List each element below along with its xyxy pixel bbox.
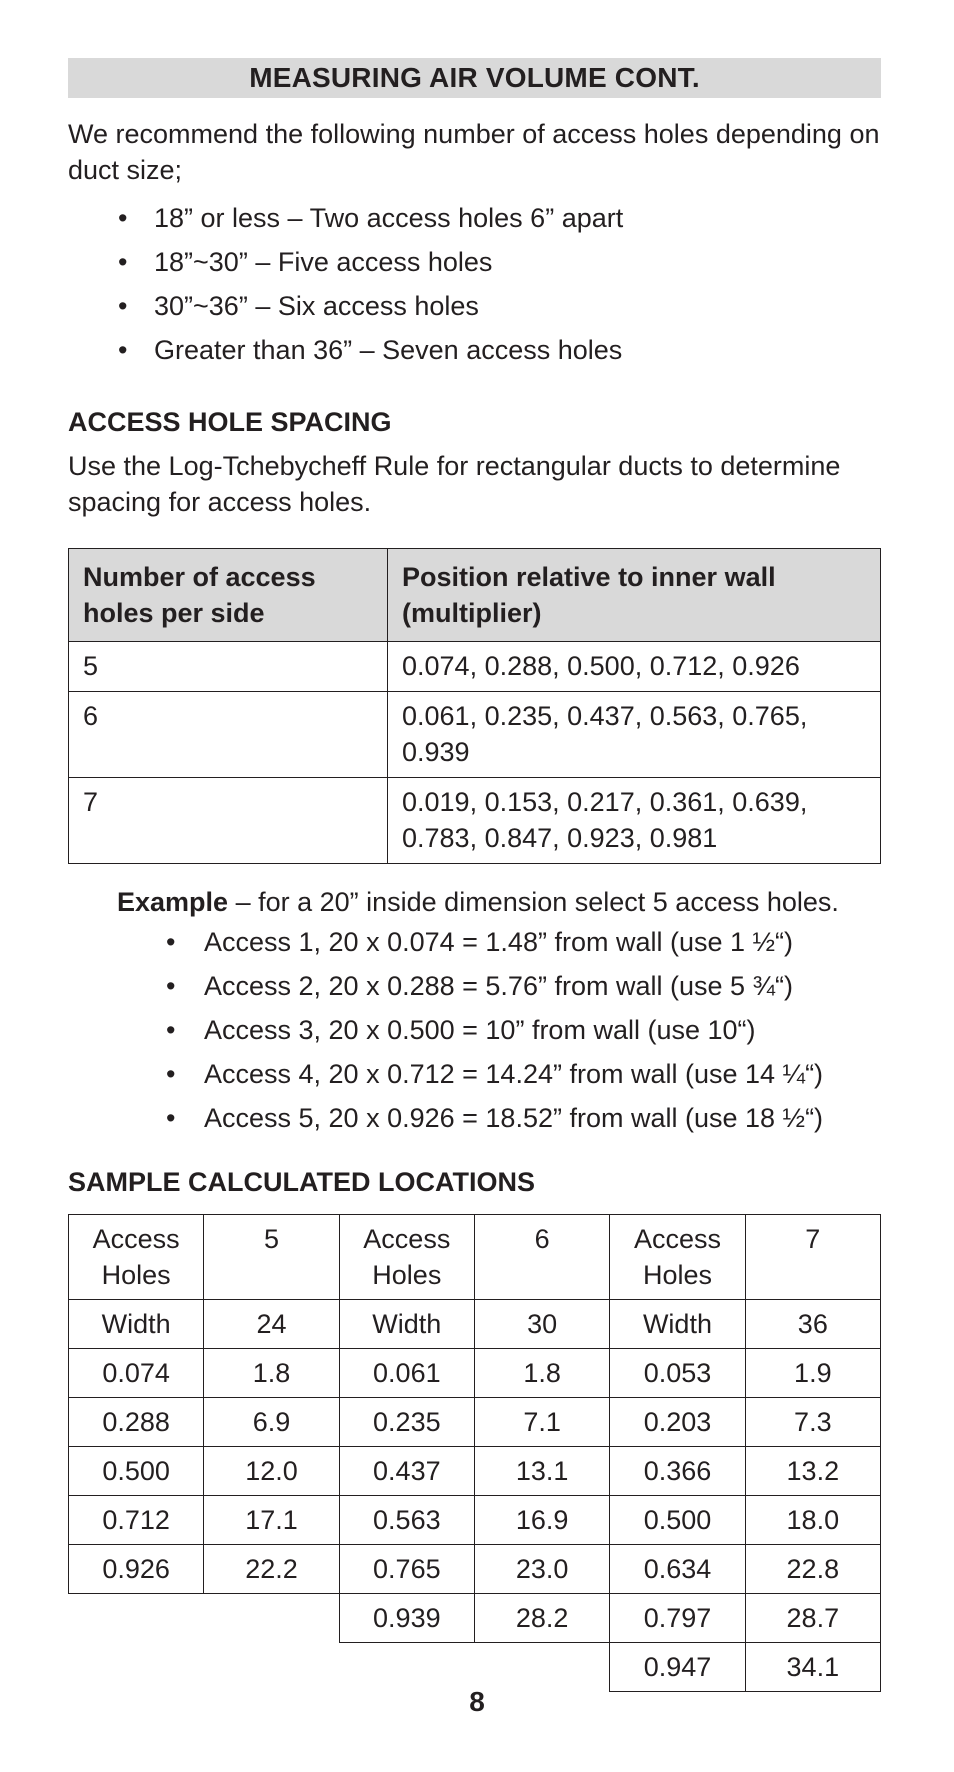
page-title: MEASURING AIR VOLUME CONT. bbox=[68, 58, 881, 98]
example-list bbox=[68, 920, 881, 1140]
bullet-icon: • bbox=[166, 927, 176, 957]
sample-table bbox=[68, 1214, 881, 1692]
table-cell: 0.634 bbox=[610, 1545, 745, 1594]
table-cell: 0.563 bbox=[339, 1496, 474, 1545]
table-cell: 17.1 bbox=[204, 1496, 339, 1545]
table-cell: 0.019, 0.153, 0.217, 0.361, 0.639, 0.783, 0.847, 0.923, 0.981 bbox=[388, 778, 881, 864]
table-cell: Width bbox=[69, 1300, 204, 1349]
document-page bbox=[68, 58, 881, 1692]
list-item: • Access 4, 20 x 0.712 = 14.24” from wall (use 14 ¼“) bbox=[166, 1052, 881, 1096]
table-cell: 23.0 bbox=[474, 1545, 609, 1594]
table-cell: 0.437 bbox=[339, 1447, 474, 1496]
table-cell: Access Holes bbox=[610, 1215, 745, 1300]
table-cell: 7.1 bbox=[474, 1398, 609, 1447]
example-label: Example bbox=[117, 887, 229, 917]
table-cell bbox=[69, 1594, 204, 1643]
table-cell: 0.797 bbox=[610, 1594, 745, 1643]
list-item: • 18”~30” – Five access holes bbox=[118, 240, 881, 284]
table-cell: 0.203 bbox=[610, 1398, 745, 1447]
table-cell: 0.074, 0.288, 0.500, 0.712, 0.926 bbox=[388, 642, 881, 692]
table-cell: 0.939 bbox=[339, 1594, 474, 1643]
sample-heading: SAMPLE CALCULATED LOCATIONS bbox=[68, 1167, 535, 1197]
table-row bbox=[69, 1215, 881, 1300]
table-cell: Access Holes bbox=[69, 1215, 204, 1300]
list-item: • Access 5, 20 x 0.926 = 18.52” from wall (use 18 ½“) bbox=[166, 1096, 881, 1140]
table-cell bbox=[204, 1643, 339, 1692]
table-cell bbox=[339, 1643, 474, 1692]
table-cell: 28.2 bbox=[474, 1594, 609, 1643]
table-row bbox=[69, 778, 881, 864]
table-cell: 1.8 bbox=[474, 1349, 609, 1398]
column-header: Position relative to inner wall (multiplier) bbox=[388, 549, 881, 642]
list-item: • Access 2, 20 x 0.288 = 5.76” from wall (use 5 ¾“) bbox=[166, 964, 881, 1008]
intro-text: We recommend the following number of access holes depending on duct size; bbox=[68, 119, 880, 185]
table-cell: 24 bbox=[204, 1300, 339, 1349]
list-item: • 30”~36” – Six access holes bbox=[118, 284, 881, 328]
table-cell: 16.9 bbox=[474, 1496, 609, 1545]
list-item: • 18” or less – Two access holes 6” apart bbox=[118, 196, 881, 240]
table-cell: 0.947 bbox=[610, 1643, 745, 1692]
table-cell: 0.061 bbox=[339, 1349, 474, 1398]
bullet-icon: • bbox=[166, 1015, 176, 1045]
table-row bbox=[69, 1349, 881, 1398]
table-cell: 34.1 bbox=[745, 1643, 880, 1692]
spacing-text: Use the Log-Tchebycheff Rule for rectangular ducts to determine spacing for access holes. bbox=[68, 451, 841, 517]
table-cell: 13.2 bbox=[745, 1447, 880, 1496]
table-cell: 28.7 bbox=[745, 1594, 880, 1643]
table-row bbox=[69, 1643, 881, 1692]
table-cell: 13.1 bbox=[474, 1447, 609, 1496]
table-cell: Width bbox=[339, 1300, 474, 1349]
table-cell bbox=[69, 1643, 204, 1692]
table-cell: 5 bbox=[69, 642, 388, 692]
table-cell: 6 bbox=[474, 1215, 609, 1300]
table-cell: 0.235 bbox=[339, 1398, 474, 1447]
table-cell: 0.765 bbox=[339, 1545, 474, 1594]
list-item: • Access 3, 20 x 0.500 = 10” from wall (use 10“) bbox=[166, 1008, 881, 1052]
table-cell: Access Holes bbox=[339, 1215, 474, 1300]
table-cell: 0.061, 0.235, 0.437, 0.563, 0.765, 0.939 bbox=[388, 692, 881, 778]
table-header-row bbox=[69, 549, 881, 642]
table-cell: Width bbox=[610, 1300, 745, 1349]
table-cell: 5 bbox=[204, 1215, 339, 1300]
table-cell: 1.8 bbox=[204, 1349, 339, 1398]
bullet-icon: • bbox=[166, 1059, 176, 1089]
table-cell: 6 bbox=[69, 692, 388, 778]
table-cell: 18.0 bbox=[745, 1496, 880, 1545]
table-cell: 0.926 bbox=[69, 1545, 204, 1594]
table-row bbox=[69, 1594, 881, 1643]
table-cell: 0.500 bbox=[610, 1496, 745, 1545]
table-row bbox=[69, 1447, 881, 1496]
table-cell: 0.366 bbox=[610, 1447, 745, 1496]
bullet-icon: • bbox=[166, 1103, 176, 1133]
table-cell: 12.0 bbox=[204, 1447, 339, 1496]
table-cell: 22.2 bbox=[204, 1545, 339, 1594]
bullet-icon: • bbox=[118, 247, 128, 277]
bullet-icon: • bbox=[118, 203, 128, 233]
bullet-icon: • bbox=[118, 291, 128, 321]
table-cell: 7 bbox=[745, 1215, 880, 1300]
table-row bbox=[69, 1545, 881, 1594]
example-text: Example – for a 20” inside dimension select 5 access holes. bbox=[117, 887, 839, 917]
table-cell bbox=[204, 1594, 339, 1643]
table-cell: 1.9 bbox=[745, 1349, 880, 1398]
spacing-table bbox=[68, 548, 881, 864]
bullet-icon: • bbox=[118, 335, 128, 365]
table-cell: 22.8 bbox=[745, 1545, 880, 1594]
table-cell: 6.9 bbox=[204, 1398, 339, 1447]
table-cell bbox=[474, 1643, 609, 1692]
table-row bbox=[69, 1496, 881, 1545]
spacing-heading: ACCESS HOLE SPACING bbox=[68, 407, 392, 437]
table-cell: 7.3 bbox=[745, 1398, 880, 1447]
table-cell: 0.712 bbox=[69, 1496, 204, 1545]
list-item: • Access 1, 20 x 0.074 = 1.48” from wall (use 1 ½“) bbox=[166, 920, 881, 964]
table-cell: 0.288 bbox=[69, 1398, 204, 1447]
table-cell: 0.053 bbox=[610, 1349, 745, 1398]
table-row bbox=[69, 1300, 881, 1349]
page-number: 8 bbox=[469, 1686, 485, 1717]
duct-size-list bbox=[68, 196, 881, 372]
bullet-icon: • bbox=[166, 971, 176, 1001]
table-row bbox=[69, 1398, 881, 1447]
table-cell: 30 bbox=[474, 1300, 609, 1349]
table-row bbox=[69, 642, 881, 692]
table-cell: 7 bbox=[69, 778, 388, 864]
table-cell: 0.500 bbox=[69, 1447, 204, 1496]
table-row bbox=[69, 692, 881, 778]
list-item: • Greater than 36” – Seven access holes bbox=[118, 328, 881, 372]
column-header: Number of access holes per side bbox=[69, 549, 388, 642]
table-cell: 0.074 bbox=[69, 1349, 204, 1398]
table-cell: 36 bbox=[745, 1300, 880, 1349]
